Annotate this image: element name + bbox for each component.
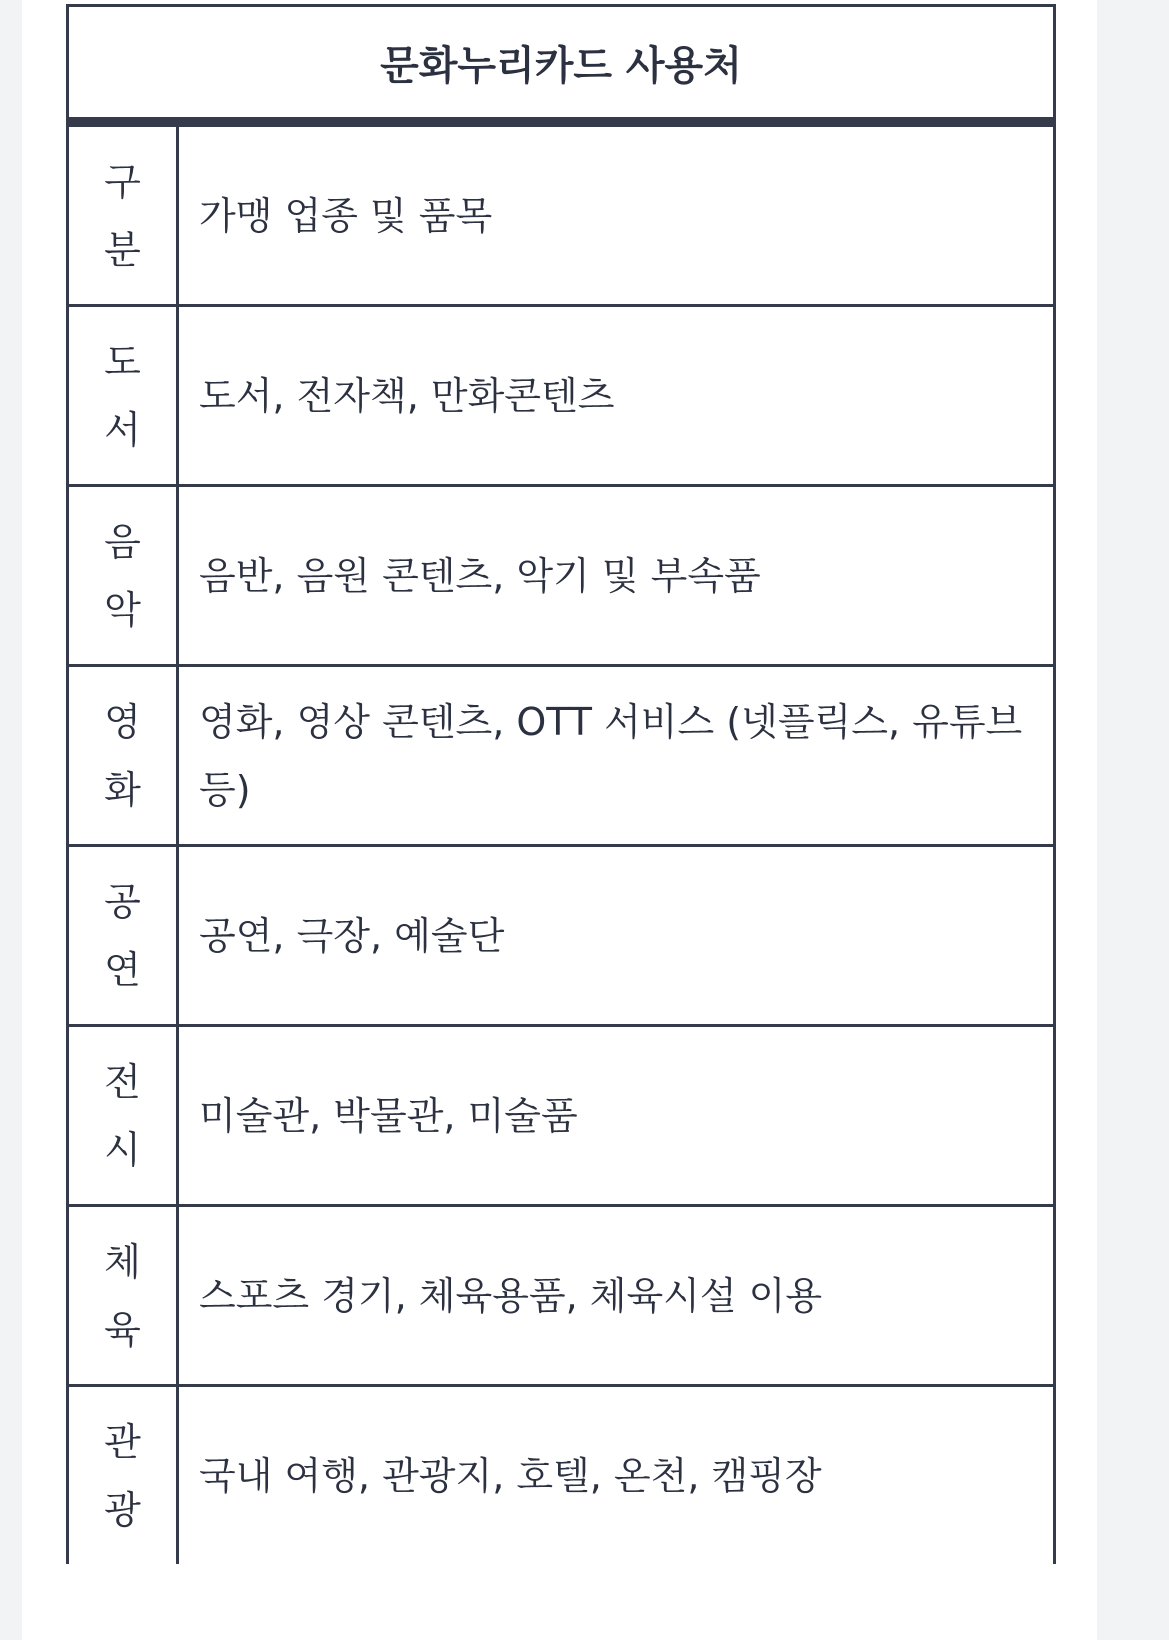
description-text: 공연, 극장, 예술단 (199, 913, 505, 958)
description-text: 음반, 음원 콘텐츠, 악기 및 부속품 (199, 553, 761, 598)
description-cell (178, 846, 1055, 1026)
table-row-header (68, 122, 1055, 306)
description-cell (178, 666, 1055, 846)
table-title: 문화누리카드 사용처 (68, 6, 1055, 123)
category-label: 전시 (104, 1059, 141, 1172)
category-label: 체육 (104, 1239, 141, 1352)
description-cell (178, 486, 1055, 666)
table-row (68, 1206, 1055, 1386)
description-text: 미술관, 박물관, 미술품 (199, 1093, 578, 1138)
category-cell (68, 1206, 178, 1386)
usage-table (66, 4, 1056, 1564)
description-text: 가맹 업종 및 품목 (199, 193, 493, 238)
description-text: 영화, 영상 콘텐츠, OTT 서비스 (넷플릭스, 유튜브 등) (199, 699, 1023, 812)
description-cell (178, 1026, 1055, 1206)
table-row (68, 666, 1055, 846)
description-text: 국내 여행, 관광지, 호텔, 온천, 캠핑장 (199, 1453, 822, 1498)
category-cell (68, 666, 178, 846)
category-cell (68, 486, 178, 666)
category-label: 음악 (104, 519, 141, 632)
table-row (68, 306, 1055, 486)
table-row (68, 1026, 1055, 1206)
description-cell (178, 122, 1055, 306)
category-cell (68, 1026, 178, 1206)
category-cell (68, 122, 178, 306)
category-cell (68, 1386, 178, 1565)
table-row (68, 486, 1055, 666)
category-label: 도서 (104, 339, 141, 452)
category-cell (68, 306, 178, 486)
category-label: 관광 (104, 1419, 141, 1532)
table-row (68, 846, 1055, 1026)
description-text: 스포츠 경기, 체육용품, 체육시설 이용 (199, 1273, 823, 1318)
table-row (68, 1386, 1055, 1565)
description-cell (178, 1386, 1055, 1565)
description-cell (178, 1206, 1055, 1386)
category-label: 구분 (104, 159, 141, 272)
page-content (22, 0, 1097, 1640)
description-cell (178, 306, 1055, 486)
category-cell (68, 846, 178, 1026)
description-text: 도서, 전자책, 만화콘텐츠 (199, 373, 615, 418)
category-label: 공연 (104, 879, 141, 992)
table-header-row (68, 6, 1055, 123)
category-label: 영화 (104, 699, 141, 812)
